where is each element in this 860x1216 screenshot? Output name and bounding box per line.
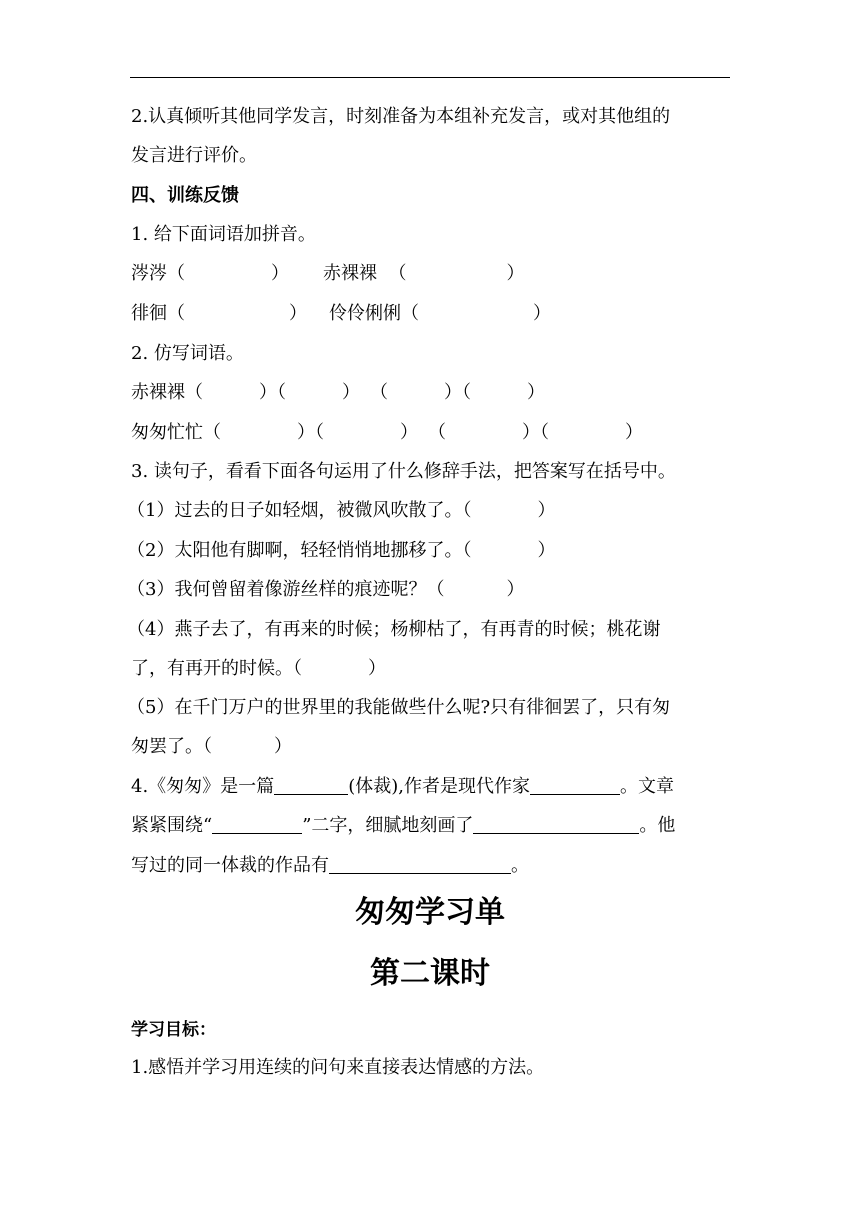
answer-blank [530,776,620,795]
q3-item-2-text: （2）太阳他有脚啊，轻轻悄悄地挪移了。（ [127,540,472,561]
header-rule [130,77,730,78]
q4-text-4: 紧紧围绕“ [131,815,213,836]
instruction-2-line-1: 2.认真倾听其他同学发言，时刻准备为本组补充发言，或对其他组的 [131,106,671,127]
question-4-line-2 [131,815,675,837]
q3-item-1 [127,500,555,522]
open-paren: （ [540,422,549,443]
close-paren: ） [506,263,525,284]
close-paren: ） [537,500,556,521]
q4-text-8: 。 [511,855,529,876]
open-paren: （ [370,382,388,403]
worksheet-title: 匆匆学习单 [355,895,505,930]
q3-item-4-line-2 [131,658,386,680]
close-paren: ） [522,422,540,443]
close-paren: ） [533,303,551,324]
close-paren: ） [527,382,545,403]
close-paren: ） [400,422,418,443]
learning-goal-1: 1.感悟并学习用连续的问句来直接表达情感的方法。 [131,1057,545,1078]
question-1: 1. 给下面词语加拼音。 [131,224,316,245]
q2-row-2 [131,422,643,444]
q1-word-2: 赤裸裸 （ [323,263,407,284]
q4-text-1: 4.《匆匆》是一篇 [131,776,275,797]
open-paren: （ [315,422,324,443]
q3-item-4-line-1: （4）燕子去了，有再来的时候；杨柳枯了，有再青的时候；桃花谢 [127,619,661,640]
close-paren: ） [274,736,292,757]
close-paren: ） [368,658,386,679]
question-4-line-3 [131,855,529,877]
close-paren: ） [537,540,556,561]
answer-blank [274,776,348,795]
close-paren: ） [259,382,277,403]
answer-blank [329,855,511,874]
q3-item-3 [127,579,524,601]
close-paren: ） [506,579,525,600]
q4-text-2: (体裁),作者是现代作家 [348,776,530,797]
open-paren: （ [462,382,471,403]
answer-blank [473,815,639,834]
question-2: 2. 仿写词语。 [131,343,244,364]
close-paren: ） [289,303,307,324]
q4-text-6: 。他 [639,815,676,836]
close-paren: ） [625,422,643,443]
q3-item-3-text: （3）我何曾留着像游丝样的痕迹呢？（ [127,579,445,600]
open-paren: （ [277,382,286,403]
q3-item-5-text: 匆罢了。（ [131,736,212,757]
q1-row-2 [131,303,551,325]
q2-row-1 [131,382,545,404]
close-paren: ） [271,263,289,284]
open-paren: （ [428,422,446,443]
lesson-subtitle: 第二课时 [370,956,490,991]
q4-text-3: 。文章 [619,776,674,797]
instruction-2-line-2: 发言进行评价。 [131,145,257,166]
learning-goals-heading: 学习目标： [131,1020,216,1040]
question-3: 3. 读句子，看看下面各句运用了什么修辞手法，把答案写在括号中。 [131,461,676,482]
section-heading-feedback: 四、训练反馈 [131,185,239,206]
close-paren: ） [342,382,360,403]
q3-item-5-line-2 [131,736,292,758]
answer-blank [212,815,302,834]
close-paren: ） [297,422,315,443]
q2-word-2: 匆匆忙忙（ [131,422,221,443]
q1-row-1 [131,263,524,285]
q1-word-3: 徘徊（ [131,303,185,324]
question-4-line-1 [131,776,674,798]
q1-word-4: 伶伶俐俐（ [329,303,419,324]
q3-item-5-line-1: （5）在千门万户的世界里的我能做些什么呢?只有徘徊罢了，只有匆 [127,697,671,718]
q2-word-1: 赤裸裸（ [131,382,203,403]
close-paren: ） [444,382,462,403]
q4-text-5: ”二字，细腻地刻画了 [302,815,474,836]
q3-item-1-text: （1）过去的日子如轻烟，被微风吹散了。（ [127,500,472,521]
q3-item-4-text: 了，有再开的时候。（ [131,658,302,679]
q4-text-7: 写过的同一体裁的作品有 [131,855,329,876]
q3-item-2 [127,540,555,562]
q1-word-1: 涔涔（ [131,263,185,284]
